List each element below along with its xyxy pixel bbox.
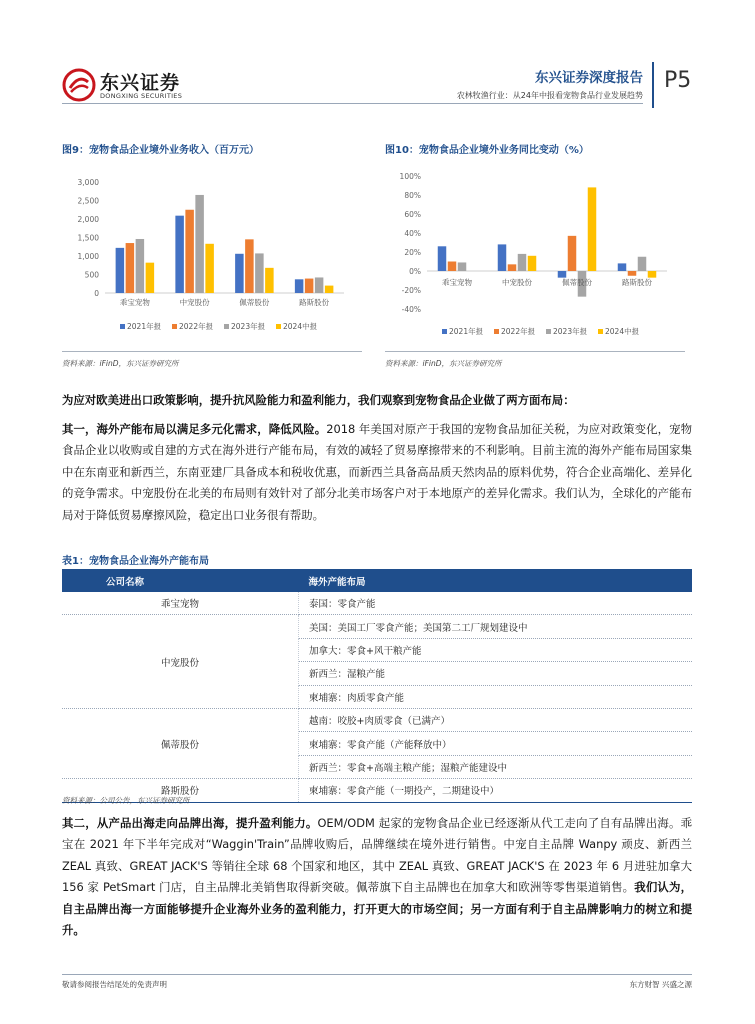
bar-3-4 bbox=[315, 277, 324, 293]
logo-subtext: DONGXING SECURITIES bbox=[100, 92, 183, 100]
logo-text: 东兴证券 bbox=[100, 72, 181, 94]
capacity-cell: 柬埔寨：零食产能（产能释放中） bbox=[299, 732, 693, 755]
bar-3-4 bbox=[638, 257, 647, 271]
legend-label: 2024中报 bbox=[605, 327, 640, 336]
company-cell: 中宠股份 bbox=[62, 615, 299, 709]
legend-label: 2022年报 bbox=[179, 322, 214, 331]
lead-paragraph bbox=[62, 390, 692, 411]
bar-2-2 bbox=[185, 210, 194, 293]
bar-3-2 bbox=[518, 254, 527, 271]
bar-1-1 bbox=[116, 248, 125, 293]
company-cell: 乖宝宠物 bbox=[62, 592, 299, 615]
y-tick-label: -40% bbox=[401, 305, 421, 314]
report-subtitle: 农林牧渔行业：从24年中报看宠物食品行业发展趋势 bbox=[456, 91, 643, 100]
header-divider bbox=[62, 103, 643, 104]
table-header-row bbox=[62, 569, 692, 592]
paragraph-1-text: 2018 年美国对原产于我国的宠物食品加征关税，为应对政策变化，宠物食品企业以收购或自建的方式在海外进行产能布局，有效的减轻了贸易摩擦带来的不利影响。目前主流的海外产能布局国家集中在东南亚和新西兰，东南亚建厂具备成本和税收优惠，而新西兰具备高品质天然肉品的原料优势，符合企业高端化、差异化的竞争需求。中宠股份在北美的布局则有效针对了部分北美市场客户对于本地原产的差异化需求。我们认为，全球化的产能布局对于降低贸易摩擦风险，稳定出口业务很有帮助。 bbox=[62, 422, 692, 522]
legend-swatch bbox=[494, 329, 499, 334]
report-title: 东兴证券深度报告 bbox=[535, 70, 643, 86]
legend-label: 2023年报 bbox=[553, 327, 588, 336]
x-category-label: 中宠股份 bbox=[502, 278, 532, 287]
company-cell: 佩蒂股份 bbox=[62, 708, 299, 778]
capacity-cell: 泰国：零食产能 bbox=[299, 592, 693, 615]
y-tick-label: -20% bbox=[401, 286, 421, 295]
table-row bbox=[62, 708, 692, 731]
capacity-cell: 新西兰：零食+高端主粮产能；湿粮产能建设中 bbox=[299, 755, 693, 778]
company-cell: 路斯股份 bbox=[62, 779, 299, 802]
y-tick-label: 0% bbox=[409, 267, 421, 276]
logo-mark-icon bbox=[62, 68, 96, 102]
bar-4-1 bbox=[146, 263, 155, 293]
legend-swatch bbox=[224, 324, 229, 329]
bar-1-4 bbox=[295, 279, 304, 293]
capacity-cell: 新西兰：湿粮产能 bbox=[299, 662, 693, 685]
paragraph-2-conclusion: 我们认为，自主品牌出海一方面能够提升企业海外业务的盈利能力，打开更大的市场空间；另一方面有利于自主品牌影响力的树立和提升。 bbox=[62, 880, 692, 938]
bar-4-3 bbox=[265, 268, 274, 293]
figure10-source: 资料来源：iFinD，东兴证券研究所 bbox=[385, 359, 502, 368]
capacity-cell: 柬埔寨：零食产能（一期投产，二期建设中） bbox=[299, 779, 693, 802]
legend-swatch bbox=[546, 329, 551, 334]
bar-2-2 bbox=[508, 264, 517, 271]
paragraph-2 bbox=[62, 813, 692, 941]
bar-3-1 bbox=[458, 262, 467, 271]
x-category-label: 佩蒂股份 bbox=[239, 298, 270, 307]
header-capacity: 海外产能布局 bbox=[299, 569, 693, 592]
bar-2-4 bbox=[305, 279, 314, 293]
x-category-label: 中宠股份 bbox=[179, 298, 210, 307]
figure10-title: 图10：宠物食品企业境外业务同比变动（%） bbox=[385, 145, 589, 156]
bar-3-2 bbox=[195, 195, 204, 293]
y-tick-label: 0 bbox=[94, 289, 99, 298]
capacity-cell: 加拿大：零食+风干粮产能 bbox=[299, 638, 693, 661]
capacity-table bbox=[62, 569, 692, 803]
header-vertical-divider bbox=[652, 62, 654, 108]
y-tick-label: 1,000 bbox=[77, 252, 99, 261]
legend-swatch bbox=[442, 329, 447, 334]
capacity-cell: 柬埔寨：肉质零食产能 bbox=[299, 685, 693, 708]
figure10-chart bbox=[385, 160, 685, 345]
x-category-label: 乖宝宠物 bbox=[119, 298, 150, 307]
bar-1-2 bbox=[498, 244, 507, 271]
paragraph-2-text: OEM/ODM 起家的宠物食品企业已经逐渐从代工走向了自有品牌出海。乖宝在 2021 年下半年完成对“Waggin'Train”品牌收购后，品牌继续在境外进行销售。中宠自主品牌 Wanpy 顽皮、新西兰 ZEAL 真致、GREAT JACK'S 等销往全球 68 个国家和地区，其中 ZEAL 真致、GREAT JACK'S 在 2023 年 6 月进驻加拿大 156 家 PetSmart 门店，自主品牌北美销售取得新突破。佩蒂旗下自主品牌也在加拿大和欧洲等零售渠道销售。 bbox=[62, 816, 692, 895]
x-category-label: 路斯股份 bbox=[622, 278, 652, 287]
figure9-title: 图9：宠物食品企业境外业务收入（百万元） bbox=[62, 145, 259, 156]
capacity-cell: 美国：美国工厂零食产能；美国第二工厂规划建设中 bbox=[299, 615, 693, 638]
bar-3-1 bbox=[136, 239, 145, 293]
page-number: P5 bbox=[664, 68, 692, 93]
legend-label: 2021年报 bbox=[127, 322, 162, 331]
x-category-label: 佩蒂股份 bbox=[562, 278, 592, 287]
y-tick-label: 80% bbox=[404, 191, 421, 200]
bar-2-1 bbox=[126, 243, 135, 293]
y-tick-label: 100% bbox=[399, 172, 421, 181]
bar-1-4 bbox=[618, 263, 627, 271]
bar-2-4 bbox=[628, 271, 637, 276]
paragraph-2-bold: 其二，从产品出海走向品牌出海，提升盈利能力。 bbox=[62, 816, 318, 830]
bar-1-3 bbox=[558, 271, 567, 278]
figure9-source: 资料来源：iFinD，东兴证券研究所 bbox=[62, 359, 179, 368]
figure9-separator bbox=[62, 351, 362, 352]
legend-label: 2021年报 bbox=[449, 327, 484, 336]
y-tick-label: 500 bbox=[84, 270, 99, 280]
legend-label: 2024中报 bbox=[283, 322, 318, 331]
legend-swatch bbox=[172, 324, 177, 329]
bar-2-1 bbox=[448, 262, 457, 272]
footer-slogan: 东方财智 兴盛之源 bbox=[629, 980, 692, 989]
bar-1-3 bbox=[235, 254, 244, 293]
legend-label: 2023年报 bbox=[231, 322, 266, 331]
y-tick-label: 40% bbox=[404, 229, 421, 238]
lead-text: 为应对欧美进出口政策影响，提升抗风险能力和盈利能力，我们观察到宠物食品企业做了两方面布局： bbox=[62, 393, 575, 407]
figure10-separator bbox=[385, 351, 685, 352]
bar-4-2 bbox=[528, 256, 537, 271]
paragraph-1 bbox=[62, 419, 692, 526]
bar-2-3 bbox=[245, 239, 254, 293]
y-tick-label: 60% bbox=[404, 210, 421, 219]
legend-swatch bbox=[120, 324, 125, 329]
header-company: 公司名称 bbox=[62, 569, 299, 592]
bar-2-3 bbox=[568, 236, 577, 271]
table1-source: 资料来源：公司公告，东兴证券研究所 bbox=[62, 796, 190, 805]
bar-1-1 bbox=[438, 246, 447, 271]
figure9-chart bbox=[62, 160, 362, 345]
bar-3-3 bbox=[255, 253, 264, 293]
y-tick-label: 3,000 bbox=[77, 178, 99, 187]
bar-4-3 bbox=[588, 187, 597, 271]
legend-label: 2022年报 bbox=[501, 327, 536, 336]
paragraph-1-bold: 其一，海外产能布局以满足多元化需求，降低风险。 bbox=[62, 422, 327, 436]
legend-swatch bbox=[598, 329, 603, 334]
legend-swatch bbox=[276, 324, 281, 329]
capacity-cell: 越南：咬胶+肉质零食（已满产） bbox=[299, 708, 693, 731]
y-tick-label: 20% bbox=[404, 248, 421, 257]
y-tick-label: 2,500 bbox=[77, 196, 99, 206]
company-logo bbox=[62, 66, 212, 106]
x-category-label: 路斯股份 bbox=[299, 298, 330, 307]
bar-4-2 bbox=[205, 244, 214, 293]
bar-1-2 bbox=[175, 216, 184, 293]
y-tick-label: 2,000 bbox=[77, 215, 99, 224]
table1-title: 表1：宠物食品企业海外产能布局 bbox=[62, 556, 209, 567]
bar-4-4 bbox=[325, 286, 334, 293]
y-tick-label: 1,500 bbox=[77, 233, 99, 243]
table-row bbox=[62, 615, 692, 638]
bar-4-4 bbox=[648, 271, 657, 278]
table-row bbox=[62, 592, 692, 615]
x-category-label: 乖宝宠物 bbox=[442, 278, 472, 287]
footer-divider bbox=[62, 974, 692, 975]
footer-disclaimer: 敬请参阅报告结尾处的免责声明 bbox=[62, 980, 167, 989]
